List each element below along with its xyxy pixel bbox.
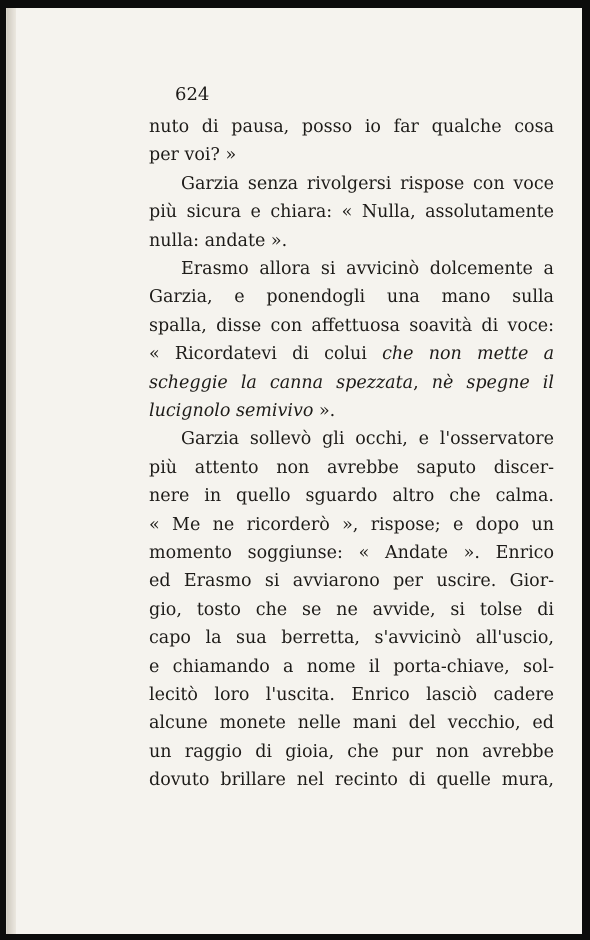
book-page: [6, 8, 582, 934]
text-segment: ».: [313, 401, 336, 421]
text-line: [149, 597, 554, 623]
text-line: [149, 199, 554, 225]
page-number: 624: [175, 84, 210, 105]
text-line: [149, 171, 554, 197]
text-line: [149, 739, 554, 765]
text-segment: alcune monete nelle mani del vecchio, ed: [149, 713, 554, 734]
italic-text: lucignolo semivivo: [149, 401, 314, 421]
text-segment: Erasmo allora si avvicinò dolcemente a: [181, 259, 554, 279]
text-segment: e chiamando a nome il porta-chiave, sol-: [149, 656, 554, 677]
text-line: [149, 426, 554, 452]
text-line: [149, 313, 554, 339]
text-segment: più sicura e chiara: « Nulla, assolutamente: [149, 202, 554, 223]
text-line: [149, 767, 554, 793]
text-segment: più attento non avrebbe saputo discer-: [149, 457, 554, 478]
italic-text: scheggie la canna spezzata: [149, 372, 414, 393]
text-segment: Garzia senza rivolgersi rispose con voce: [181, 173, 554, 194]
text-segment: momento soggiunse: « Andate ». Enrico: [149, 543, 554, 563]
page-gutter: [7, 8, 16, 934]
text-line: [149, 654, 554, 680]
text-line: [149, 512, 554, 538]
text-line: [149, 625, 554, 651]
text-segment: « Me ne ricorderò », rispose; e dopo un: [149, 514, 554, 535]
text-segment: ,: [413, 372, 432, 393]
text-segment: « Ricordatevi di colui: [149, 344, 383, 365]
text-line: [149, 398, 554, 424]
text-line: [149, 483, 554, 509]
text-line: [149, 455, 554, 481]
text-line: [149, 114, 554, 140]
text-segment: lecitò loro l'uscita. Enrico lasciò cadere: [149, 685, 554, 705]
text-line: [149, 370, 554, 396]
text-segment: nulla: andate ».: [149, 230, 288, 251]
text-segment: dovuto brillare nel recinto di quelle mura,: [149, 770, 554, 791]
text-line: [149, 540, 554, 566]
text-line: [149, 568, 554, 594]
text-segment: per voi? »: [149, 145, 237, 166]
text-segment: capo la sua berretta, s'avvicinò all'uscio,: [149, 628, 554, 649]
text-segment: gio, tosto che se ne avvide, si tolse di: [149, 599, 554, 620]
text-segment: Garzia sollevò gli occhi, e l'osservatore: [181, 429, 554, 450]
text-segment: spalla, disse con affettuosa soavità di voce:: [149, 315, 554, 336]
text-line: [149, 341, 554, 367]
text-line: [149, 228, 554, 254]
text-line: [149, 710, 554, 736]
text-segment: un raggio di gioia, che pur non avrebbe: [149, 741, 554, 762]
text-line: [149, 142, 554, 168]
text-line: [149, 682, 554, 708]
text-segment: Garzia, e ponendogli una mano sulla: [149, 287, 554, 308]
text-segment: ed Erasmo si avviarono per uscire. Gior-: [149, 571, 554, 592]
text-line: [149, 256, 554, 282]
text-segment: nuto di pausa, posso io far qualche cosa: [149, 117, 554, 137]
italic-text: nè spegne il: [431, 372, 554, 393]
text-segment: nere in quello sguardo altro che calma.: [149, 486, 554, 507]
text-line: [149, 284, 554, 310]
italic-text: che non mette a: [382, 344, 555, 365]
